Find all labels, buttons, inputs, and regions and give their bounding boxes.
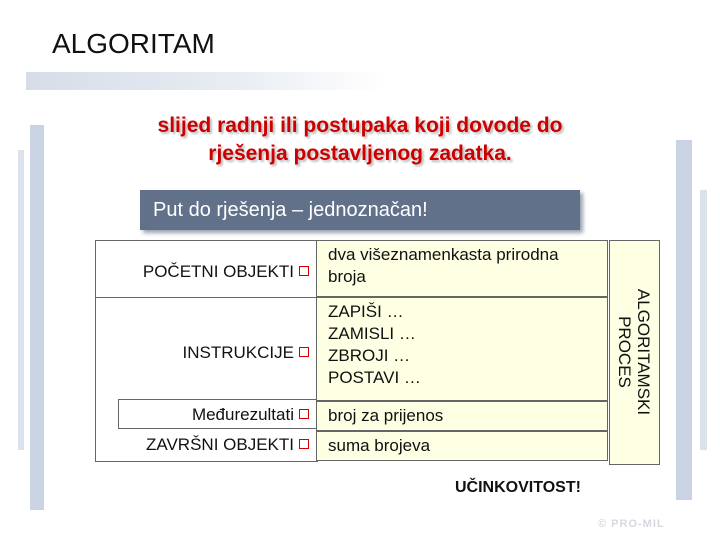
instruction-line: ZAMISLI …	[328, 324, 416, 343]
intermediate-results-line: broj za prijenos	[328, 406, 444, 425]
intermediate-results-label: Međurezultati	[191, 405, 294, 424]
square-bullet-icon	[299, 409, 309, 419]
instructions-label: INSTRUKCIJE	[182, 343, 294, 362]
divider-line	[118, 428, 316, 429]
algorithmic-process-label	[615, 247, 653, 457]
divider-line	[118, 399, 119, 429]
instruction-line: ZAPIŠI …	[328, 302, 404, 321]
initial-objects-line: broja	[328, 267, 366, 286]
definition-line-2: rješenja postavljenog zadatka.	[208, 142, 512, 165]
intermediate-results-box	[316, 401, 608, 431]
square-bullet-icon	[299, 347, 309, 357]
watermark-logo: © PRO-MIL	[598, 518, 665, 530]
final-objects-box	[316, 431, 608, 461]
algorithmic-process-line-1: ALGORITAMSKI	[634, 288, 653, 416]
initial-objects-label: POČETNI OBJEKTI	[142, 262, 294, 281]
algorithmic-process-line-2: PROCES	[615, 316, 634, 388]
decorative-left-bar-thin	[18, 150, 24, 450]
banner-unambiguous-path: Put do rješenja – jednoznačan!	[140, 190, 580, 230]
slide-title: ALGORITAM	[52, 28, 215, 59]
square-bullet-icon	[299, 439, 309, 449]
definition-text	[100, 112, 620, 168]
instruction-line: ZBROJI …	[328, 346, 411, 365]
title-underline-rule	[26, 72, 386, 90]
initial-objects-box	[316, 240, 608, 297]
instruction-line: POSTAVI …	[328, 368, 421, 387]
efficiency-label: UČINKOVITOST!	[455, 479, 581, 496]
divider-line	[118, 399, 316, 400]
square-bullet-icon	[299, 266, 309, 276]
instructions-box	[316, 297, 608, 401]
decorative-right-bar-thin	[700, 190, 707, 450]
definition-line-1: slijed radnji ili postupaka koji dovode do	[157, 114, 563, 137]
final-objects-line: suma brojeva	[328, 436, 431, 455]
decorative-left-bar	[30, 125, 44, 510]
divider-line	[96, 297, 316, 298]
initial-objects-line: dva višeznamenkasta prirodna	[328, 245, 559, 264]
decorative-right-bar	[676, 140, 692, 500]
final-objects-label: ZAVRŠNI OBJEKTI	[146, 435, 294, 454]
